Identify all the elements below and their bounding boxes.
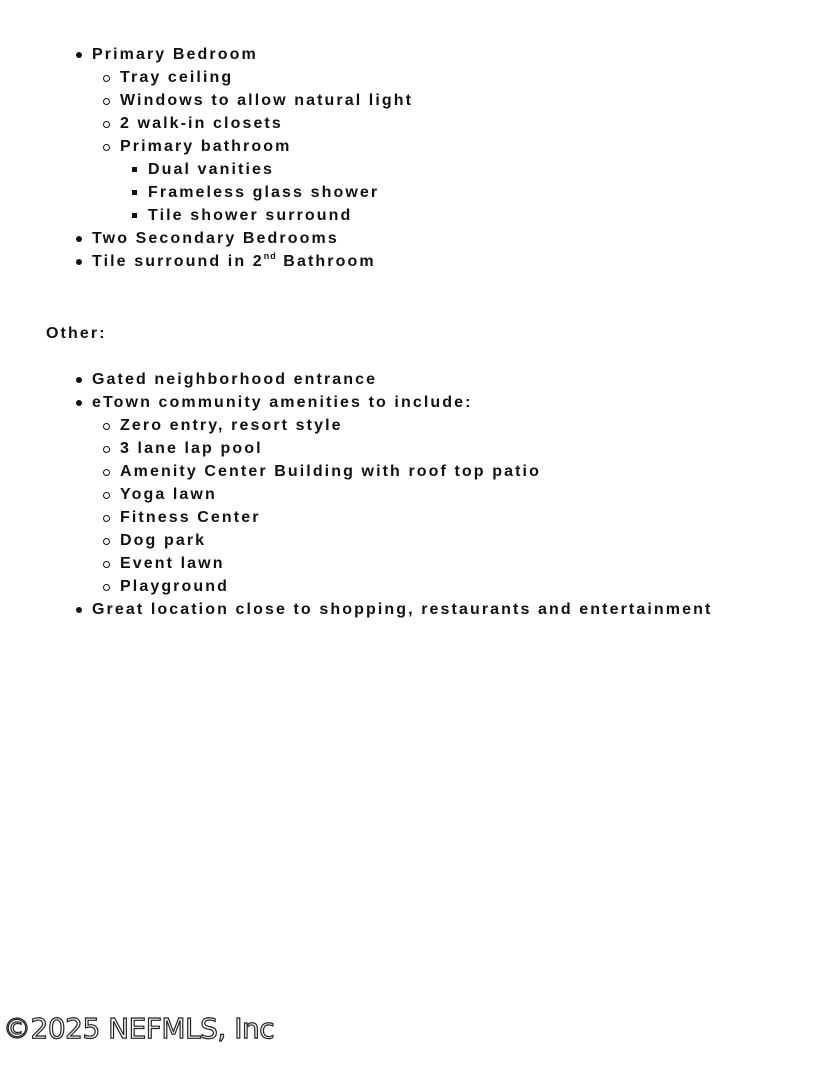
other-features-list — [0, 368, 712, 621]
list-item — [0, 552, 712, 575]
other-section-heading: Other: — [46, 325, 107, 342]
list-item — [0, 460, 712, 483]
disc-bullet-icon — [76, 400, 82, 406]
list-item-text: Windows to allow natural light — [120, 92, 414, 109]
list-item — [0, 43, 413, 66]
list-item-text: Bathroom — [283, 253, 376, 270]
circle-bullet-icon — [103, 423, 110, 430]
circle-bullet-icon — [103, 538, 110, 545]
list-item — [0, 529, 712, 552]
circle-bullet-icon — [103, 446, 110, 453]
list-item-text: Frameless glass shower — [148, 184, 380, 201]
list-item-text: Playground — [120, 578, 230, 595]
copyright-watermark: ©2025 NEFMLS, Inc — [3, 1012, 275, 1045]
bedroom-features-list — [0, 43, 413, 273]
circle-bullet-icon — [103, 75, 110, 82]
amenities-sublist — [0, 414, 712, 598]
list-item-text: Amenity Center Building with roof top patio — [120, 463, 541, 480]
list-item — [0, 598, 712, 621]
disc-bullet-icon — [76, 259, 82, 265]
list-item-text: Dual vanities — [148, 161, 275, 178]
list-item — [0, 66, 413, 89]
list-item-text: Great location close to shopping, restaurants and entertainment — [92, 601, 713, 618]
list-item-text: Fitness Center — [120, 509, 261, 526]
list-item — [0, 391, 712, 414]
list-item-text: Event lawn — [120, 555, 225, 572]
list-item-text: Primary bathroom — [120, 138, 292, 155]
circle-bullet-icon — [103, 584, 110, 591]
circle-bullet-icon — [103, 121, 110, 128]
square-bullet-icon — [132, 213, 137, 218]
disc-bullet-icon — [76, 52, 82, 58]
list-item-text: Yoga lawn — [120, 486, 217, 503]
list-item-text: Tile shower surround — [148, 207, 353, 224]
circle-bullet-icon — [103, 469, 110, 476]
disc-bullet-icon — [76, 607, 82, 613]
list-item — [0, 181, 413, 204]
disc-bullet-icon — [76, 377, 82, 383]
disc-bullet-icon — [76, 236, 82, 242]
list-item-text: Gated neighborhood entrance — [92, 371, 378, 388]
list-item — [0, 135, 413, 158]
primary-bathroom-sublist — [0, 158, 413, 227]
circle-bullet-icon — [103, 515, 110, 522]
nested-list-container — [0, 414, 712, 598]
list-item-text: Dog park — [120, 532, 207, 549]
nested-list-container — [0, 158, 413, 227]
list-item — [0, 368, 712, 391]
list-item — [0, 112, 413, 135]
list-item-text: 2 walk-in closets — [120, 115, 283, 132]
circle-bullet-icon — [103, 492, 110, 499]
superscript-ordinal: nd — [263, 251, 277, 261]
square-bullet-icon — [132, 190, 137, 195]
list-item — [0, 204, 413, 227]
list-item-text: eTown community amenities to include: — [92, 394, 473, 411]
list-item — [0, 575, 712, 598]
list-item-text: Tile surround in 2 — [92, 253, 264, 270]
list-item — [0, 89, 413, 112]
list-item-text: 3 lane lap pool — [120, 440, 263, 457]
list-item-text: Zero entry, resort style — [120, 417, 343, 434]
list-item — [0, 483, 712, 506]
list-item — [0, 506, 712, 529]
list-item-text: Tray ceiling — [120, 69, 234, 86]
circle-bullet-icon — [103, 98, 110, 105]
circle-bullet-icon — [103, 144, 110, 151]
list-item — [0, 437, 712, 460]
list-item — [0, 227, 413, 250]
list-item-text: Two Secondary Bedrooms — [92, 230, 339, 247]
list-item — [0, 158, 413, 181]
square-bullet-icon — [132, 167, 137, 172]
circle-bullet-icon — [103, 561, 110, 568]
list-item — [0, 414, 712, 437]
primary-bedroom-sublist — [0, 66, 413, 227]
list-item-text: Primary Bedroom — [92, 46, 258, 63]
list-item — [0, 250, 413, 273]
nested-list-container — [0, 66, 413, 227]
